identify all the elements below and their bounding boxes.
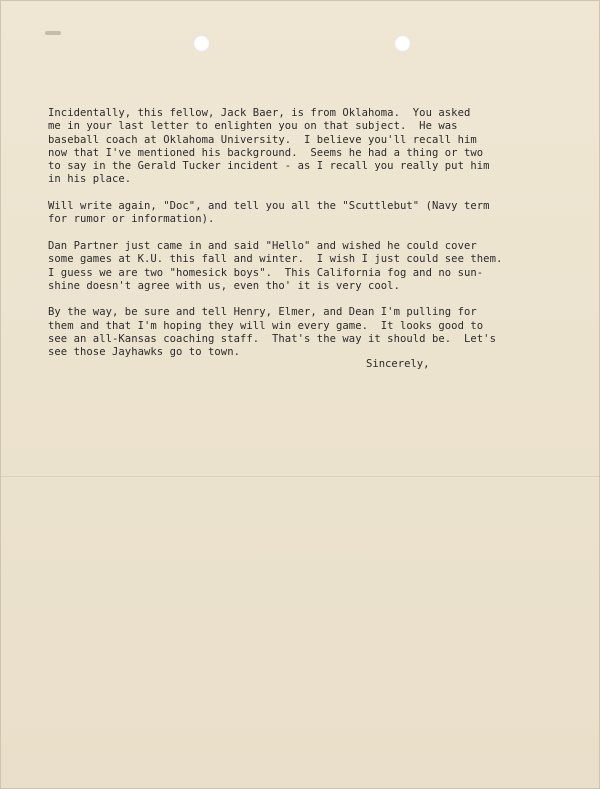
paragraph-jayhawks: By the way, be sure and tell Henry, Elmer, and Dean I'm pulling for them and that I'm hoping they will win every game. It looks good to see an all-Kansas coaching staff. That's the way it should be. Let's see those Jayhawks go to town. bbox=[48, 306, 496, 359]
letter-closing: Sincerely, bbox=[366, 358, 430, 370]
ink-smudge bbox=[45, 31, 61, 35]
paragraph-jack-baer: Incidentally, this fellow, Jack Baer, is from Oklahoma. You asked me in your last letter to enlighten you on that subject. He was baseball coach at Oklahoma University. I believe you'll recall him now that I've mentioned his background. Seems he had a thing or two to say in the Gerald Tucker incident - as I recall you really put him in his place. bbox=[48, 107, 490, 186]
punch-hole-right bbox=[394, 35, 411, 52]
paragraph-scuttlebut: Will write again, "Doc", and tell you all the "Scuttlebut" (Navy term for rumor or information). bbox=[48, 200, 490, 226]
fold-line bbox=[1, 476, 600, 477]
paragraph-dan-partner: Dan Partner just came in and said "Hello" and wished he could cover some games at K.U. this fall and winter. I wish I just could see them. I guess we are two "homesick boys". This California fog and no sun- shine doesn't agree with us, even tho' it is very cool. bbox=[48, 239, 503, 292]
punch-hole-left bbox=[193, 35, 210, 52]
letter-body bbox=[48, 107, 578, 373]
